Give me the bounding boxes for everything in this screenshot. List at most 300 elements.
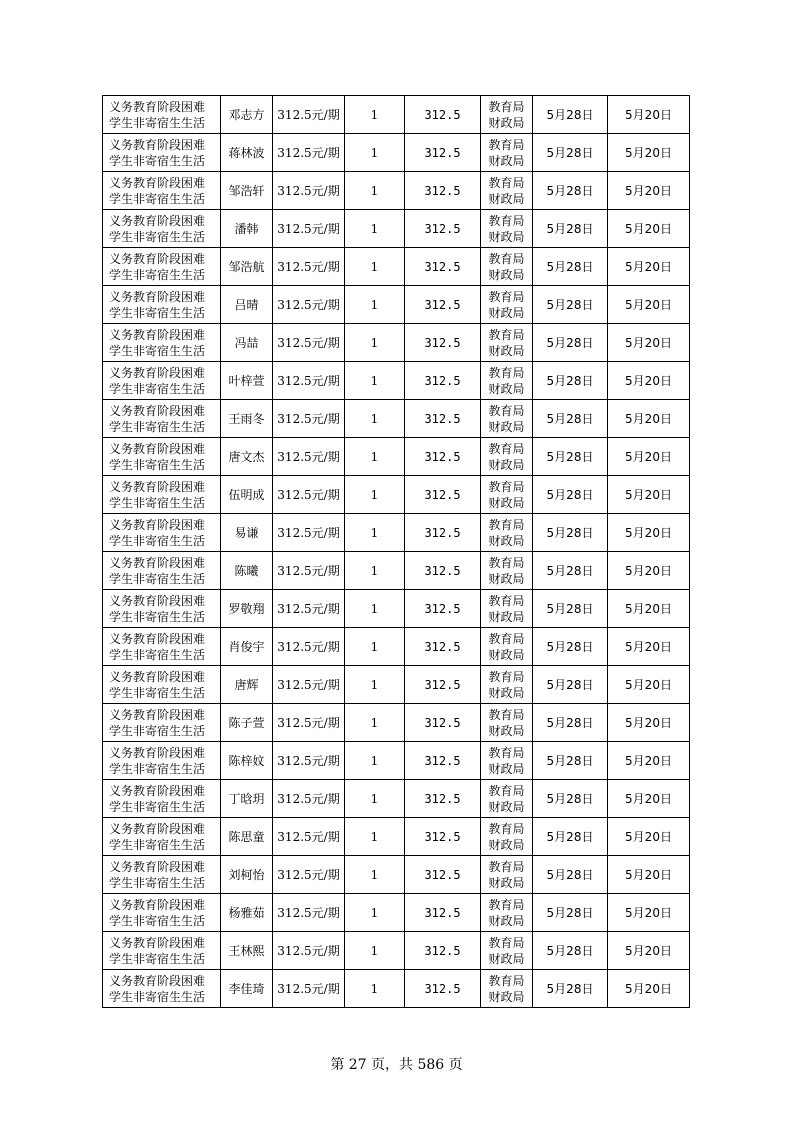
standard-cell: 312.5元/期 [273,552,345,590]
dept-line2: 财政局 [488,571,525,586]
department-cell [481,324,533,362]
standard-cell: 312.5元/期 [273,134,345,172]
item-line1: 义务教育阶段困难 [109,935,206,950]
table-row [103,362,690,400]
date2-cell: 5月20日 [608,248,690,286]
item-line1: 义务教育阶段困难 [109,973,206,988]
quantity-cell: 1 [345,856,405,894]
quantity-cell: 1 [345,818,405,856]
name-cell: 王林熙 [221,932,273,970]
department-cell [481,400,533,438]
quantity-cell: 1 [345,172,405,210]
dept-line1: 教育局 [488,935,525,950]
standard-cell: 312.5元/期 [273,96,345,134]
date1-cell: 5月28日 [533,476,608,514]
page-number: 第 27 页，共 586 页 [330,1057,463,1073]
standard-cell: 312.5元/期 [273,818,345,856]
item-line1: 义务教育阶段困难 [109,175,206,190]
item-line1: 义务教育阶段困难 [109,897,206,912]
item-line1: 义务教育阶段困难 [109,517,206,532]
date2-cell: 5月20日 [608,476,690,514]
table-row [103,742,690,780]
date2-cell: 5月20日 [608,970,690,1008]
item-cell [103,552,221,590]
item-cell [103,324,221,362]
dept-line1: 教育局 [488,251,525,266]
item-line2: 学生非寄宿生生活 [109,457,206,472]
date1-cell: 5月28日 [533,324,608,362]
quantity-cell: 1 [345,514,405,552]
amount-cell: 312.5 [405,742,481,780]
department-cell [481,210,533,248]
name-cell: 冯喆 [221,324,273,362]
quantity-cell: 1 [345,362,405,400]
item-line2: 学生非寄宿生生活 [109,571,206,586]
name-cell: 唐文杰 [221,438,273,476]
amount-cell: 312.5 [405,818,481,856]
department-cell [481,704,533,742]
department-cell [481,172,533,210]
quantity-cell: 1 [345,286,405,324]
quantity-cell: 1 [345,742,405,780]
date2-cell: 5月20日 [608,514,690,552]
item-cell [103,704,221,742]
name-cell: 唐辉 [221,666,273,704]
department-cell [481,932,533,970]
date1-cell: 5月28日 [533,96,608,134]
name-cell: 王雨冬 [221,400,273,438]
amount-cell: 312.5 [405,590,481,628]
table-row [103,628,690,666]
table-row [103,552,690,590]
item-line2: 学生非寄宿生生活 [109,799,206,814]
standard-cell: 312.5元/期 [273,742,345,780]
department-cell [481,628,533,666]
department-cell [481,362,533,400]
date1-cell: 5月28日 [533,970,608,1008]
item-line2: 学生非寄宿生生活 [109,191,206,206]
dept-line1: 教育局 [488,403,525,418]
standard-cell: 312.5元/期 [273,894,345,932]
dept-line1: 教育局 [488,897,525,912]
date1-cell: 5月28日 [533,590,608,628]
amount-cell: 312.5 [405,552,481,590]
amount-cell: 312.5 [405,970,481,1008]
department-cell [481,552,533,590]
date2-cell: 5月20日 [608,932,690,970]
date1-cell: 5月28日 [533,210,608,248]
dept-line2: 财政局 [488,191,525,206]
item-line1: 义务教育阶段困难 [109,365,206,380]
date1-cell: 5月28日 [533,438,608,476]
table-row [103,438,690,476]
dept-line1: 教育局 [488,327,525,342]
table-row [103,134,690,172]
dept-line1: 教育局 [488,669,525,684]
dept-line2: 财政局 [488,685,525,700]
department-cell [481,666,533,704]
table-row [103,400,690,438]
item-cell [103,362,221,400]
table-row [103,172,690,210]
dept-line1: 教育局 [488,441,525,456]
table-row [103,476,690,514]
date1-cell: 5月28日 [533,818,608,856]
table-row [103,324,690,362]
dept-line2: 财政局 [488,533,525,548]
date2-cell: 5月20日 [608,780,690,818]
table-row [103,932,690,970]
standard-cell: 312.5元/期 [273,362,345,400]
table-row [103,894,690,932]
date2-cell: 5月20日 [608,894,690,932]
standard-cell: 312.5元/期 [273,438,345,476]
item-cell [103,96,221,134]
item-line2: 学生非寄宿生生活 [109,609,206,624]
table-row [103,780,690,818]
department-cell [481,780,533,818]
item-line2: 学生非寄宿生生活 [109,761,206,776]
quantity-cell: 1 [345,96,405,134]
item-line2: 学生非寄宿生生活 [109,381,206,396]
item-line2: 学生非寄宿生生活 [109,837,206,852]
item-cell [103,742,221,780]
quantity-cell: 1 [345,970,405,1008]
name-cell: 叶梓萱 [221,362,273,400]
amount-cell: 312.5 [405,438,481,476]
standard-cell: 312.5元/期 [273,856,345,894]
item-line1: 义务教育阶段困难 [109,821,206,836]
dept-line1: 教育局 [488,973,525,988]
name-cell: 刘柯怡 [221,856,273,894]
quantity-cell: 1 [345,590,405,628]
item-line2: 学生非寄宿生生活 [109,647,206,662]
date1-cell: 5月28日 [533,286,608,324]
date2-cell: 5月20日 [608,856,690,894]
name-cell: 蒋林波 [221,134,273,172]
quantity-cell: 1 [345,210,405,248]
item-cell [103,134,221,172]
amount-cell: 312.5 [405,362,481,400]
date2-cell: 5月20日 [608,704,690,742]
amount-cell: 312.5 [405,894,481,932]
item-cell [103,666,221,704]
date2-cell: 5月20日 [608,438,690,476]
amount-cell: 312.5 [405,324,481,362]
item-line2: 学生非寄宿生生活 [109,229,206,244]
item-line2: 学生非寄宿生生活 [109,419,206,434]
table-row [103,666,690,704]
item-line1: 义务教育阶段困难 [109,99,206,114]
amount-cell: 312.5 [405,134,481,172]
table-row [103,704,690,742]
date1-cell: 5月28日 [533,514,608,552]
amount-cell: 312.5 [405,856,481,894]
item-line2: 学生非寄宿生生活 [109,989,206,1004]
standard-cell: 312.5元/期 [273,324,345,362]
date2-cell: 5月20日 [608,628,690,666]
dept-line2: 财政局 [488,115,525,130]
table-row [103,96,690,134]
item-cell [103,438,221,476]
item-line1: 义务教育阶段困难 [109,593,206,608]
dept-line1: 教育局 [488,99,525,114]
dept-line1: 教育局 [488,593,525,608]
quantity-cell: 1 [345,628,405,666]
quantity-cell: 1 [345,894,405,932]
dept-line1: 教育局 [488,289,525,304]
dept-line2: 财政局 [488,343,525,358]
date1-cell: 5月28日 [533,932,608,970]
amount-cell: 312.5 [405,932,481,970]
date1-cell: 5月28日 [533,134,608,172]
department-cell [481,476,533,514]
amount-cell: 312.5 [405,210,481,248]
quantity-cell: 1 [345,400,405,438]
date2-cell: 5月20日 [608,134,690,172]
date1-cell: 5月28日 [533,362,608,400]
date1-cell: 5月28日 [533,666,608,704]
dept-line1: 教育局 [488,631,525,646]
date1-cell: 5月28日 [533,894,608,932]
dept-line1: 教育局 [488,707,525,722]
dept-line1: 教育局 [488,821,525,836]
department-cell [481,248,533,286]
dept-line2: 财政局 [488,723,525,738]
item-line1: 义务教育阶段困难 [109,441,206,456]
amount-cell: 312.5 [405,780,481,818]
dept-line1: 教育局 [488,555,525,570]
dept-line2: 财政局 [488,457,525,472]
date2-cell: 5月20日 [608,590,690,628]
item-line1: 义务教育阶段困难 [109,669,206,684]
table-row [103,970,690,1008]
item-line2: 学生非寄宿生生活 [109,875,206,890]
table-row [103,248,690,286]
dept-line1: 教育局 [488,137,525,152]
quantity-cell: 1 [345,324,405,362]
dept-line2: 财政局 [488,647,525,662]
date2-cell: 5月20日 [608,172,690,210]
item-line2: 学生非寄宿生生活 [109,115,206,130]
quantity-cell: 1 [345,134,405,172]
dept-line2: 财政局 [488,267,525,282]
name-cell: 陈子萱 [221,704,273,742]
name-cell: 陈曦 [221,552,273,590]
quantity-cell: 1 [345,248,405,286]
department-cell [481,742,533,780]
quantity-cell: 1 [345,704,405,742]
item-cell [103,400,221,438]
date2-cell: 5月20日 [608,362,690,400]
item-cell [103,590,221,628]
dept-line2: 财政局 [488,381,525,396]
date1-cell: 5月28日 [533,628,608,666]
dept-line2: 财政局 [488,913,525,928]
standard-cell: 312.5元/期 [273,248,345,286]
date2-cell: 5月20日 [608,400,690,438]
item-line2: 学生非寄宿生生活 [109,343,206,358]
item-cell [103,476,221,514]
item-line2: 学生非寄宿生生活 [109,305,206,320]
name-cell: 邹浩轩 [221,172,273,210]
date2-cell: 5月20日 [608,818,690,856]
standard-cell: 312.5元/期 [273,970,345,1008]
item-line1: 义务教育阶段困难 [109,745,206,760]
standard-cell: 312.5元/期 [273,704,345,742]
name-cell: 丁晗玥 [221,780,273,818]
item-cell [103,210,221,248]
item-line2: 学生非寄宿生生活 [109,723,206,738]
standard-cell: 312.5元/期 [273,286,345,324]
table-row [103,856,690,894]
item-cell [103,286,221,324]
item-line2: 学生非寄宿生生活 [109,153,206,168]
quantity-cell: 1 [345,552,405,590]
item-line1: 义务教育阶段困难 [109,707,206,722]
name-cell: 邹浩航 [221,248,273,286]
dept-line1: 教育局 [488,859,525,874]
date2-cell: 5月20日 [608,324,690,362]
table-body [103,96,690,1008]
subsidy-table [102,95,690,1008]
item-cell [103,932,221,970]
department-cell [481,438,533,476]
item-line2: 学生非寄宿生生活 [109,533,206,548]
item-cell [103,172,221,210]
item-cell [103,780,221,818]
amount-cell: 312.5 [405,628,481,666]
table-row [103,286,690,324]
dept-line1: 教育局 [488,783,525,798]
item-cell [103,248,221,286]
date2-cell: 5月20日 [608,552,690,590]
standard-cell: 312.5元/期 [273,628,345,666]
date1-cell: 5月28日 [533,248,608,286]
item-line2: 学生非寄宿生生活 [109,685,206,700]
dept-line2: 财政局 [488,419,525,434]
quantity-cell: 1 [345,438,405,476]
name-cell: 肖俊宇 [221,628,273,666]
dept-line2: 财政局 [488,305,525,320]
name-cell: 李佳琦 [221,970,273,1008]
amount-cell: 312.5 [405,286,481,324]
amount-cell: 312.5 [405,248,481,286]
item-line1: 义务教育阶段困难 [109,251,206,266]
date1-cell: 5月28日 [533,856,608,894]
date2-cell: 5月20日 [608,666,690,704]
department-cell [481,514,533,552]
item-line2: 学生非寄宿生生活 [109,267,206,282]
name-cell: 吕晴 [221,286,273,324]
quantity-cell: 1 [345,932,405,970]
quantity-cell: 1 [345,476,405,514]
amount-cell: 312.5 [405,400,481,438]
standard-cell: 312.5元/期 [273,400,345,438]
department-cell [481,134,533,172]
standard-cell: 312.5元/期 [273,210,345,248]
date1-cell: 5月28日 [533,172,608,210]
dept-line2: 财政局 [488,609,525,624]
date1-cell: 5月28日 [533,552,608,590]
table-row [103,590,690,628]
amount-cell: 312.5 [405,704,481,742]
amount-cell: 312.5 [405,476,481,514]
standard-cell: 312.5元/期 [273,172,345,210]
date1-cell: 5月28日 [533,400,608,438]
amount-cell: 312.5 [405,666,481,704]
date2-cell: 5月20日 [608,96,690,134]
date2-cell: 5月20日 [608,210,690,248]
name-cell: 陈思童 [221,818,273,856]
dept-line1: 教育局 [488,479,525,494]
item-line1: 义务教育阶段困难 [109,289,206,304]
item-line1: 义务教育阶段困难 [109,327,206,342]
department-cell [481,970,533,1008]
department-cell [481,894,533,932]
name-cell: 杨雅茹 [221,894,273,932]
table-row [103,210,690,248]
item-cell [103,514,221,552]
standard-cell: 312.5元/期 [273,590,345,628]
amount-cell: 312.5 [405,514,481,552]
date1-cell: 5月28日 [533,704,608,742]
dept-line2: 财政局 [488,153,525,168]
item-line2: 学生非寄宿生生活 [109,951,206,966]
department-cell [481,590,533,628]
dept-line1: 教育局 [488,365,525,380]
department-cell [481,286,533,324]
department-cell [481,96,533,134]
department-cell [481,856,533,894]
dept-line2: 财政局 [488,761,525,776]
item-line1: 义务教育阶段困难 [109,137,206,152]
dept-line2: 财政局 [488,837,525,852]
department-cell [481,818,533,856]
standard-cell: 312.5元/期 [273,666,345,704]
date1-cell: 5月28日 [533,742,608,780]
item-cell [103,970,221,1008]
dept-line1: 教育局 [488,175,525,190]
item-cell [103,628,221,666]
item-line2: 学生非寄宿生生活 [109,495,206,510]
dept-line2: 财政局 [488,495,525,510]
item-line1: 义务教育阶段困难 [109,403,206,418]
dept-line1: 教育局 [488,745,525,760]
table-row [103,514,690,552]
item-line2: 学生非寄宿生生活 [109,913,206,928]
standard-cell: 312.5元/期 [273,780,345,818]
table-row [103,818,690,856]
dept-line2: 财政局 [488,989,525,1004]
name-cell: 潘韩 [221,210,273,248]
amount-cell: 312.5 [405,96,481,134]
item-cell [103,856,221,894]
item-line1: 义务教育阶段困难 [109,479,206,494]
item-line1: 义务教育阶段困难 [109,631,206,646]
dept-line1: 教育局 [488,213,525,228]
item-line1: 义务教育阶段困难 [109,213,206,228]
name-cell: 罗敬翔 [221,590,273,628]
item-line1: 义务教育阶段困难 [109,783,206,798]
date2-cell: 5月20日 [608,742,690,780]
standard-cell: 312.5元/期 [273,514,345,552]
dept-line1: 教育局 [488,517,525,532]
amount-cell: 312.5 [405,172,481,210]
item-cell [103,894,221,932]
item-cell [103,818,221,856]
item-line1: 义务教育阶段困难 [109,859,206,874]
